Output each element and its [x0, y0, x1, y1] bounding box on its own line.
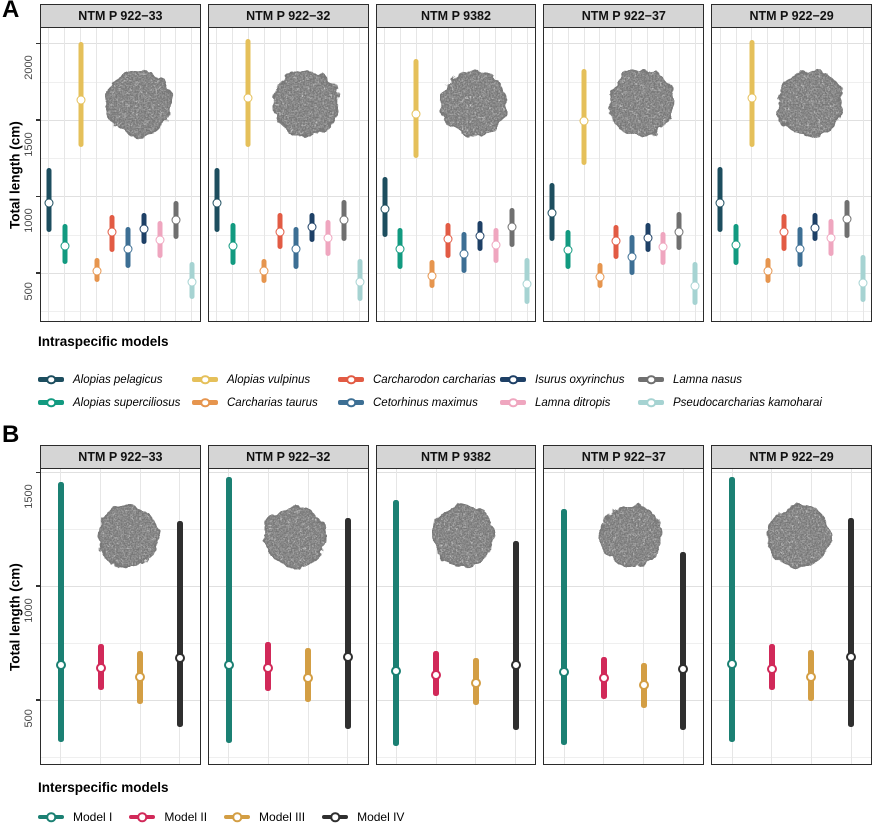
facet-strip: [543, 445, 704, 469]
legend-item: [638, 397, 822, 409]
pointrange-key-icon: [338, 397, 364, 409]
pointrange-midpoint: [124, 244, 133, 253]
panel-a-label: A: [2, 0, 20, 23]
facet-title: NTM P 922−33: [78, 450, 163, 464]
legend-key-circle: [232, 812, 242, 822]
legend-item-label: Lamna ditropis: [535, 396, 611, 409]
vertebra-image: [270, 67, 342, 139]
pointrange-midpoint: [523, 279, 532, 288]
facet-plot: [543, 469, 704, 765]
gridline-major: [377, 472, 536, 473]
legend-intraspecific-title: Intraspecific models: [38, 334, 169, 349]
pointrange-midpoint: [846, 652, 856, 662]
pointrange-midpoint: [595, 272, 604, 281]
pointrange-midpoint: [92, 266, 101, 275]
legend-item: [638, 374, 822, 386]
pointrange-midpoint: [135, 672, 145, 682]
legend-item-label: Carcharodon carcharias: [373, 373, 496, 386]
facet-strip: [40, 4, 201, 28]
vertebra-image-wrap: [261, 502, 329, 575]
legend-item-label: Cetorhinus maximus: [373, 396, 478, 409]
y-tick-label: 1000: [23, 598, 35, 623]
y-axis-title-b: Total length (cm): [7, 563, 23, 671]
facet-plot: [208, 469, 369, 765]
legend-key-circle: [646, 398, 656, 408]
pointrange-key-icon: [638, 374, 664, 386]
facet-title: NTM P 922−29: [749, 450, 834, 464]
pointrange-midpoint: [108, 228, 117, 237]
gridline-minor: [209, 757, 368, 758]
legend-key-circle: [346, 375, 356, 385]
pointrange-midpoint: [303, 673, 313, 683]
legend-item-label: Alopias pelagicus: [73, 373, 163, 386]
pointrange-midpoint: [747, 94, 756, 103]
pointrange-midpoint: [843, 215, 852, 224]
pointrange-midpoint: [811, 223, 820, 232]
gridline-category: [736, 28, 737, 321]
pointrange-midpoint: [444, 235, 453, 244]
facet: [40, 445, 201, 765]
y-tick-mark: [36, 272, 40, 274]
facet-title: NTM P 922−33: [78, 9, 163, 23]
pointrange-key-icon: [38, 374, 64, 386]
facet: [40, 4, 201, 322]
pointrange-midpoint: [859, 278, 868, 287]
pointrange-bar: [393, 500, 399, 746]
pointrange-midpoint: [580, 117, 589, 126]
pointrange-bar: [729, 477, 735, 742]
y-axis-title-a: Total length (cm): [7, 121, 23, 229]
legend-item: [38, 810, 112, 824]
facet-title: NTM P 922−37: [581, 450, 666, 464]
pointrange-midpoint: [276, 228, 285, 237]
pointrange-key-icon: [129, 811, 155, 823]
gridline-category: [568, 28, 569, 321]
pointrange-midpoint: [727, 659, 737, 669]
y-tick-mark: [36, 699, 40, 701]
vertebra-image: [429, 502, 497, 570]
pointrange-midpoint: [639, 680, 649, 690]
pointrange-midpoint: [491, 240, 500, 249]
legend-item-label: Alopias vulpinus: [227, 373, 311, 386]
y-tick-mark: [36, 196, 40, 198]
facet-strip: [543, 4, 704, 28]
gridline-category: [847, 28, 848, 321]
y-tick-mark: [36, 472, 40, 474]
pointrange-key-icon: [638, 397, 664, 409]
legend-key-circle: [330, 812, 340, 822]
pointrange-midpoint: [60, 242, 69, 251]
vertebra-image-wrap: [438, 67, 510, 144]
pointrange-midpoint: [431, 670, 441, 680]
legend-item-label: Pseudocarcharias kamoharai: [673, 396, 822, 409]
pointrange-midpoint: [263, 663, 273, 673]
pointrange-midpoint: [44, 198, 53, 207]
gridline-major: [41, 472, 200, 473]
legend-item-label: Model I: [73, 810, 113, 824]
pointrange-midpoint: [459, 249, 468, 258]
pointrange-midpoint: [827, 233, 836, 242]
gridline-category: [343, 28, 344, 321]
legend-item-label: Alopias superciliosus: [73, 396, 181, 409]
pointrange-bar: [345, 518, 351, 729]
facet-plot: [40, 28, 201, 322]
pointrange-midpoint: [643, 233, 652, 242]
pointrange-midpoint: [171, 216, 180, 225]
gridline-category: [64, 28, 65, 321]
facet-strip: [208, 4, 369, 28]
pointrange-key-icon: [500, 374, 526, 386]
pointrange-midpoint: [355, 278, 364, 287]
pointrange-midpoint: [511, 660, 521, 670]
pointrange-midpoint: [140, 224, 149, 233]
facet-plot: [711, 469, 872, 765]
y-tick-label: 500: [23, 709, 35, 728]
facets-row-a: [40, 4, 872, 322]
facet: [711, 445, 872, 765]
pointrange-midpoint: [380, 205, 389, 214]
legend-key-circle: [346, 398, 356, 408]
facet-strip: [376, 445, 537, 469]
legend-item: [338, 397, 500, 409]
legend-key-circle: [46, 398, 56, 408]
pointrange-key-icon: [192, 397, 218, 409]
vertebra-image-wrap: [103, 67, 175, 144]
facet-plot: [543, 28, 704, 322]
legend-item-label: Model IV: [357, 810, 405, 824]
legend-item: [129, 810, 207, 824]
legend-item: [192, 374, 338, 386]
y-tick-label: 1000: [23, 208, 35, 234]
pointrange-midpoint: [627, 252, 636, 261]
vertebra-image: [438, 67, 510, 139]
pointrange-midpoint: [611, 236, 620, 245]
facet: [208, 445, 369, 765]
pointrange-midpoint: [396, 245, 405, 254]
vertebra-image-wrap: [429, 502, 497, 575]
pointrange-bar: [513, 541, 519, 730]
pointrange-midpoint: [599, 673, 609, 683]
pointrange-midpoint: [96, 663, 106, 673]
facet-plot: [40, 469, 201, 765]
pointrange-midpoint: [675, 228, 684, 237]
pointrange-midpoint: [391, 666, 401, 676]
facet-plot: [376, 28, 537, 322]
pointrange-key-icon: [322, 811, 348, 823]
legend-key-circle: [508, 398, 518, 408]
legend-item: [224, 810, 305, 824]
pointrange-key-icon: [224, 811, 250, 823]
vertebra-image-wrap: [597, 502, 665, 575]
legend-key-circle: [200, 375, 210, 385]
y-tick-mark: [36, 43, 40, 45]
legend-item-label: Lamna nasus: [673, 373, 743, 386]
pointrange-midpoint: [428, 272, 437, 281]
facet-plot: [711, 28, 872, 322]
pointrange-key-icon: [338, 374, 364, 386]
pointrange-midpoint: [412, 109, 421, 118]
vertebra-image: [261, 502, 329, 570]
pointrange-midpoint: [244, 94, 253, 103]
pointrange-midpoint: [260, 266, 269, 275]
pointrange-midpoint: [228, 242, 237, 251]
facet: [376, 445, 537, 765]
gridline-minor: [377, 757, 536, 758]
gridline-major: [712, 472, 871, 473]
pointrange-midpoint: [678, 664, 688, 674]
pointrange-midpoint: [732, 240, 741, 249]
facet-title: NTM P 922−32: [246, 450, 331, 464]
vertebra-image: [606, 67, 678, 139]
legend-interspecific-title: Interspecific models: [38, 780, 169, 795]
vertebra-image: [103, 67, 175, 139]
pointrange-midpoint: [212, 199, 221, 208]
facet: [543, 445, 704, 765]
y-tick-label: 1500: [23, 132, 35, 157]
gridline-category: [384, 28, 385, 321]
pointrange-bar: [680, 552, 686, 730]
y-tick-mark: [36, 119, 40, 121]
pointrange-midpoint: [156, 236, 165, 245]
pointrange-midpoint: [323, 233, 332, 242]
gridline-category: [175, 28, 176, 321]
legend-intraspecific: [0, 330, 877, 420]
pointrange-midpoint: [507, 223, 516, 232]
pointrange-key-icon: [500, 397, 526, 409]
gridline-category: [400, 28, 401, 321]
pointrange-midpoint: [691, 282, 700, 291]
facet: [543, 4, 704, 322]
facet-plot: [208, 28, 369, 322]
legend-key-circle: [646, 375, 656, 385]
legend-interspecific: [0, 776, 877, 826]
legend-item: [500, 374, 638, 386]
legend-key-circle: [46, 375, 56, 385]
pointrange-midpoint: [292, 245, 301, 254]
legend-key-circle: [200, 398, 210, 408]
vertebra-image-wrap: [94, 502, 162, 575]
gridline-category: [679, 28, 680, 321]
vertebra-image-wrap: [606, 67, 678, 144]
pointrange-bar: [848, 518, 854, 727]
y-tick-mark: [36, 585, 40, 587]
legend-key-circle: [508, 375, 518, 385]
vertebra-image: [94, 502, 162, 570]
facet-strip: [208, 445, 369, 469]
pointrange-midpoint: [471, 678, 481, 688]
pointrange-key-icon: [38, 811, 64, 823]
panel-a: [0, 0, 877, 330]
pointrange-midpoint: [175, 653, 185, 663]
legend-item: [192, 397, 338, 409]
panel-b-label: B: [2, 421, 20, 448]
vertebra-image-wrap: [774, 67, 846, 144]
pointrange-midpoint: [564, 246, 573, 255]
gridline-category: [552, 28, 553, 321]
gridline-minor: [712, 757, 871, 758]
legend-item: [338, 374, 500, 386]
pointrange-midpoint: [763, 266, 772, 275]
legend-item-label: Model III: [259, 810, 306, 824]
pointrange-midpoint: [339, 216, 348, 225]
pointrange-midpoint: [795, 245, 804, 254]
y-tick-label: 1500: [23, 484, 35, 510]
legend-key-circle: [138, 812, 148, 822]
vertebra-image: [597, 502, 665, 570]
pointrange-midpoint: [187, 278, 196, 287]
gridline-major: [209, 472, 368, 473]
facet-strip: [711, 445, 872, 469]
legend-item: [322, 810, 404, 824]
gridline-category: [232, 28, 233, 321]
pointrange-midpoint: [767, 664, 777, 674]
legend-item: [38, 374, 192, 386]
y-tick-label: 2000: [23, 55, 35, 81]
vertebra-image-wrap: [270, 67, 342, 144]
legend-item-label: Model II: [164, 810, 208, 824]
vertebra-image: [774, 67, 846, 139]
pointrange-midpoint: [76, 95, 85, 104]
pointrange-bar: [561, 509, 567, 745]
pointrange-midpoint: [716, 198, 725, 207]
facet: [711, 4, 872, 322]
facet-strip: [376, 4, 537, 28]
facet-strip: [40, 445, 201, 469]
pointrange-midpoint: [806, 672, 816, 682]
legend-interspecific-items: [38, 810, 421, 824]
facet: [208, 4, 369, 322]
pointrange-bar: [177, 521, 183, 727]
legend-item: [500, 397, 638, 409]
facet-plot: [376, 469, 537, 765]
gridline-minor: [544, 757, 703, 758]
pointrange-midpoint: [224, 660, 234, 670]
pointrange-midpoint: [548, 209, 557, 218]
legend-item-label: Carcharias taurus: [227, 396, 318, 409]
facets-row-b: [40, 445, 872, 765]
facet-title: NTM P 9382: [421, 450, 491, 464]
pointrange-midpoint: [779, 228, 788, 237]
legend-intraspecific-items: [38, 368, 822, 414]
gridline-major: [544, 472, 703, 473]
facet-title: NTM P 922−29: [749, 9, 834, 23]
pointrange-midpoint: [56, 660, 66, 670]
pointrange-midpoint: [559, 667, 569, 677]
pointrange-key-icon: [192, 374, 218, 386]
pointrange-midpoint: [659, 242, 668, 251]
facet-title: NTM P 9382: [421, 9, 491, 23]
pointrange-midpoint: [308, 223, 317, 232]
pointrange-midpoint: [475, 232, 484, 241]
pointrange-midpoint: [343, 652, 353, 662]
pointrange-key-icon: [38, 397, 64, 409]
facet-strip: [711, 4, 872, 28]
facet-title: NTM P 922−37: [581, 9, 666, 23]
facet: [376, 4, 537, 322]
vertebra-image: [765, 502, 833, 570]
legend-item: [38, 397, 192, 409]
facet-title: NTM P 922−32: [246, 9, 331, 23]
pointrange-bar: [226, 477, 232, 743]
legend-item-label: Isurus oxyrinchus: [535, 373, 625, 386]
legend-key-circle: [46, 812, 56, 822]
pointrange-bar: [58, 482, 64, 743]
panel-b: [0, 421, 877, 775]
y-tick-label: 500: [23, 282, 35, 301]
gridline-minor: [41, 757, 200, 758]
gridline-category: [511, 28, 512, 321]
vertebra-image-wrap: [765, 502, 833, 575]
